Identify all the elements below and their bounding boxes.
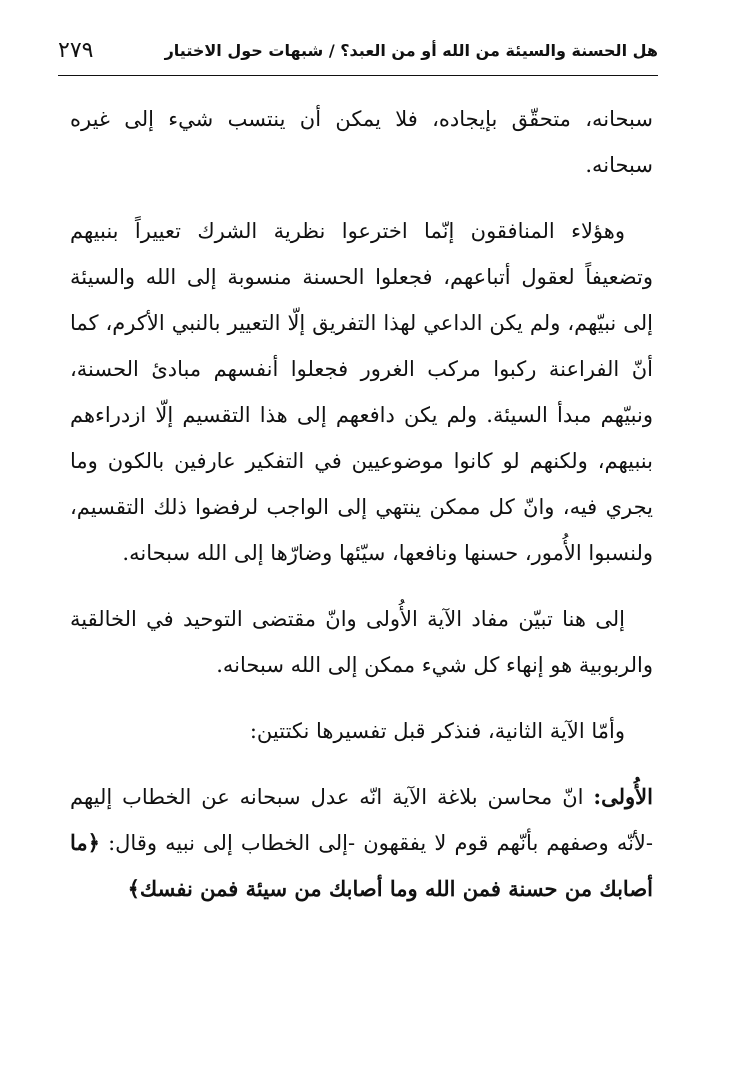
paragraph-3: إلى هنا تبيّن مفاد الآية الأُولى وانّ مقتضى التوحيد في الخالقية والربوبية هو إنهاء كل شيء ممكن إلى الله سبحانه. <box>70 607 653 677</box>
paragraph-4: وأمّا الآية الثانية، فنذكر قبل تفسيرها نكتتين: <box>249 719 625 743</box>
running-title: هل الحسنة والسيئة من الله أو من العبد؟ / شبهات حول الاختيار <box>164 40 658 60</box>
page-number: ٢٧٩ <box>58 37 94 63</box>
running-header <box>58 28 658 72</box>
paragraph-5-lead: الأُولى: <box>593 784 653 809</box>
paragraph-1: سبحانه، متحقّق بإيجاده، فلا يمكن أن ينتسب شيء إلى غيره سبحانه. <box>70 107 653 177</box>
quran-verse: ﴿ما أصابك من حسنة فمن الله وما أصابك من سيئة فمن نفسك﴾ <box>70 830 653 901</box>
paragraph-5 <box>70 774 653 912</box>
paragraph-5-text: انّ محاسن بلاغة الآية انّه عدل سبحانه عن الخطاب إليهم -لأنّه وصفهم بأنّهم قوم لا يفقهون -إلى الخطاب إلى نبيه وقال: <box>70 785 653 855</box>
paragraph-2: وهؤلاء المنافقون إنّما اخترعوا نظرية الشرك تعييراً بنبيهم وتضعيفاً لعقول أتباعهم، فجعلوا الحسنة منسوبة إلى الله والسيئة إلى نبيّهم، ولم يكن الداعي لهذا التفريق إلّا التعيير بالنبي الأكرم، كما أنّ الفراعنة ركبوا مركب الغرور فجعلوا أنفسهم مبادئ الحسنة، ونبيّهم مبدأ السيئة. ولم يكن دافعهم إلى هذا التقسيم إلّا ازدراءهم بنبيهم، ولكنهم لو كانوا موضوعيين في التفكير عارفين بالكون وما يجري فيه، وانّ كل ممكن ينتهي إلى الواجب لرفضوا ذلك التقسيم، ولنسبوا الأُمور، حسنها ونافعها، سيّئها وضارّها إلى الله سبحانه. <box>70 219 653 565</box>
body-text <box>70 96 653 912</box>
header-rule <box>58 75 658 76</box>
